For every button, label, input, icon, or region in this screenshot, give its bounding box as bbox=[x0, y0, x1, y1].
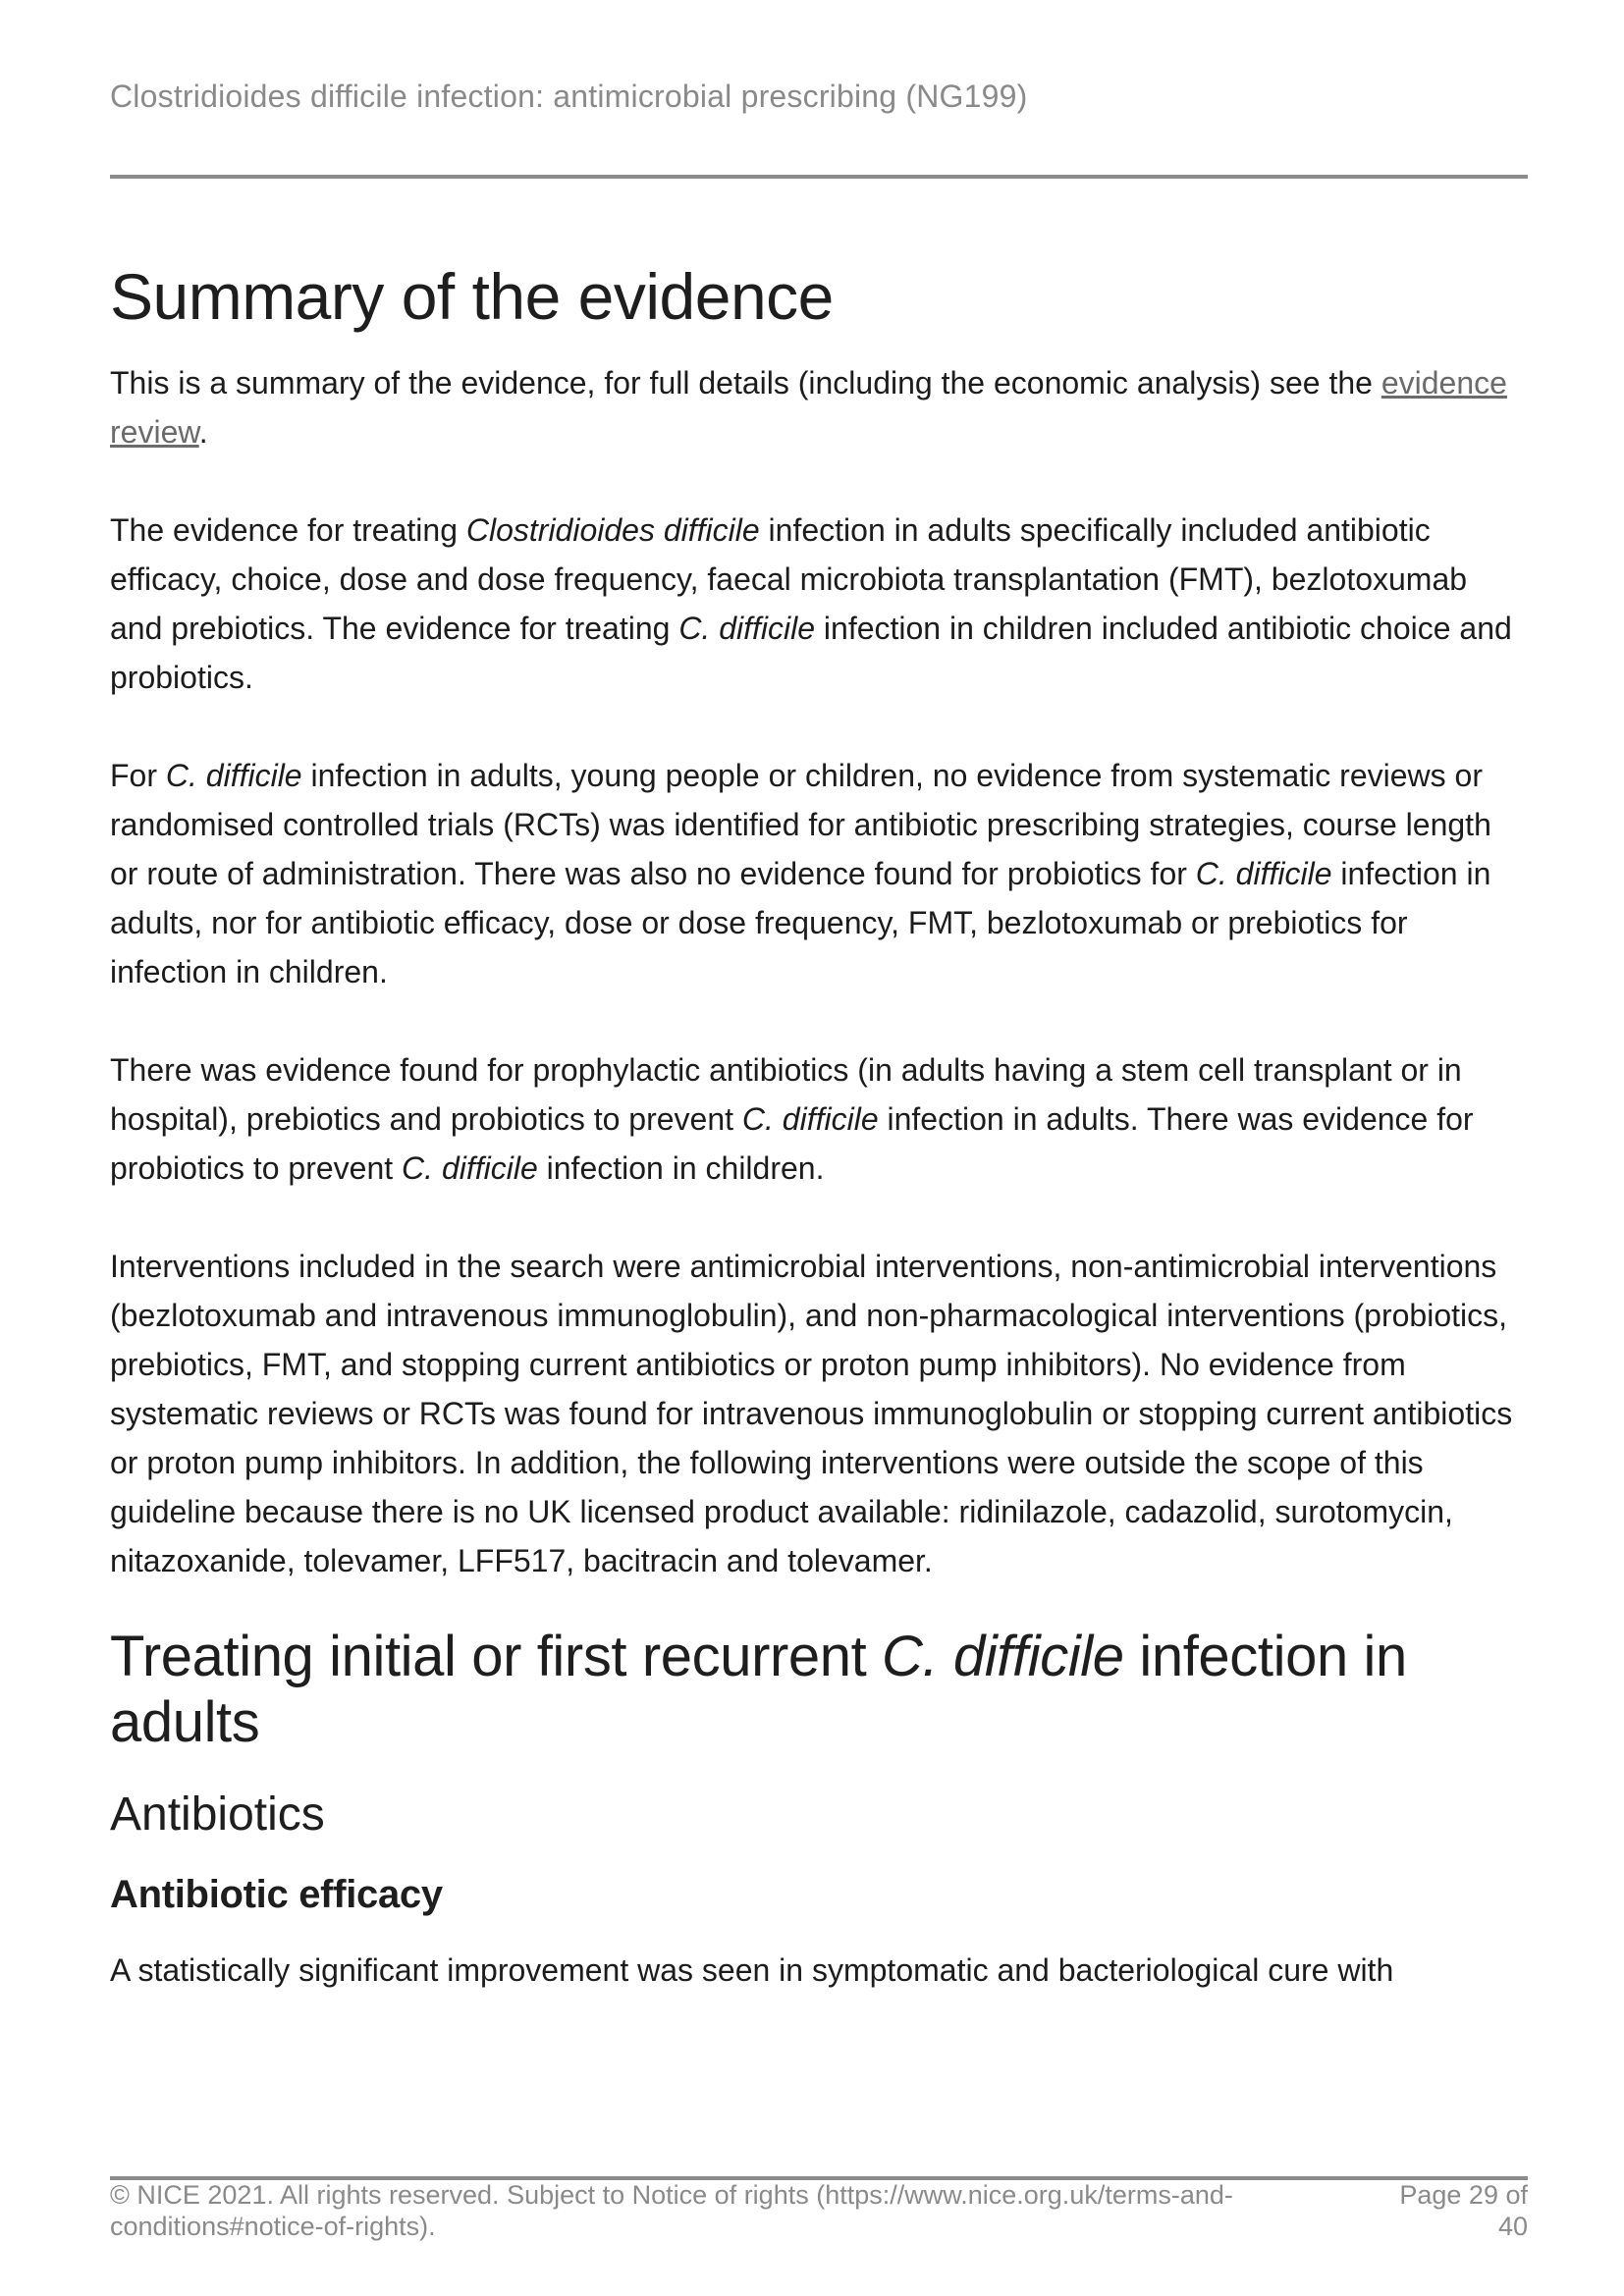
evidence-review-link[interactable]: evidence review bbox=[110, 364, 1507, 450]
text-run: infection in adults. There was evidence for probiotics to prevent bbox=[110, 1100, 1474, 1186]
evidence-paragraph-3 bbox=[110, 1045, 1528, 1193]
subsection-title bbox=[110, 1625, 1528, 1755]
text-run: infection in adults, nor for antibiotic efficacy, dose or dose frequency, FMT, bezlotoxumab or prebiotics for infection in children. bbox=[110, 855, 1491, 989]
subheading-antibiotic-efficacy: Antibiotic efficacy bbox=[110, 1872, 443, 1916]
text-run: The evidence for treating bbox=[110, 511, 466, 548]
title-run: infection in adults bbox=[110, 1624, 1407, 1754]
text-run: infection in adults, young people or children, no evidence from systematic reviews or randomised controlled trials (RCTs) was identified for antibiotic prescribing strategies, course length or route of administration. There was also no evidence found for probiotics for bbox=[110, 757, 1491, 891]
intro-paragraph bbox=[110, 358, 1528, 456]
subheading-antibiotics: Antibiotics bbox=[110, 1789, 325, 1842]
species-name: C. difficile bbox=[165, 757, 302, 793]
text-run: infection in adults specifically included antibiotic efficacy, choice, dose and dose frequency, faecal microbiota transplantation (FMT), bezlotoxumab and prebiotics. The evidence for treating bbox=[110, 511, 1468, 646]
species-name: Clostridioides difficile bbox=[465, 511, 760, 548]
species-name: C. difficile bbox=[402, 1149, 538, 1186]
intro-text-end: . bbox=[198, 413, 208, 450]
evidence-paragraph-4: Interventions included in the search were antimicrobial interventions, non-antimicrobial interventions (bezlotoxumab and intravenous immunoglobulin), and non-pharmacological interventions (probiotics, prebiotics, FMT, and stopping current antibiotics or proton pump inhibitors). No evidence from systematic reviews or RCTs was found for intravenous immunoglobulin or stopping current antibiotics or proton pump inhibitors. In addition, the following interventions were outside the scope of this guideline because there is no UK licensed product available: ridinilazole, cadazolid, surotomycin, nitazoxanide, tolevamer, LFF517, bacitracin and tolevamer. bbox=[110, 1248, 1513, 1578]
species-name: C. difficile bbox=[882, 1624, 1124, 1688]
running-header: Clostridioides difficile infection: antimicrobial prescribing (NG199) bbox=[110, 79, 1028, 114]
species-name: C. difficile bbox=[741, 1100, 879, 1137]
species-name: C. difficile bbox=[1195, 855, 1332, 891]
text-run: infection in children included antibiotic choice and probiotics. bbox=[110, 610, 1512, 695]
text-run: For bbox=[110, 757, 166, 793]
text-run: infection in children. bbox=[537, 1149, 825, 1186]
title-run: Treating initial or first recurrent bbox=[110, 1624, 883, 1688]
footer-page-number: Page 29 of 40 bbox=[1399, 2180, 1528, 2241]
section-title: Summary of the evidence bbox=[110, 260, 834, 333]
footer-copyright: © NICE 2021. All rights reserved. Subject to Notice of rights (https://www.nice.org.uk/terms-and-conditions#notice-of-rights). bbox=[110, 2180, 1233, 2241]
efficacy-paragraph: A statistically significant improvement was seen in symptomatic and bacteriological cure with bbox=[110, 1951, 1394, 1988]
species-name: C. difficile bbox=[678, 610, 816, 646]
evidence-paragraph-1 bbox=[110, 506, 1528, 702]
intro-text: This is a summary of the evidence, for full details (including the economic analysis) see the bbox=[110, 364, 1381, 400]
header-divider bbox=[110, 175, 1528, 179]
evidence-paragraph-2 bbox=[110, 751, 1528, 996]
main-content bbox=[110, 260, 1528, 1995]
text-run: There was evidence found for prophylactic antibiotics (in adults having a stem cell transplant or in hospital), prebiotics and probiotics to prevent bbox=[110, 1051, 1462, 1137]
